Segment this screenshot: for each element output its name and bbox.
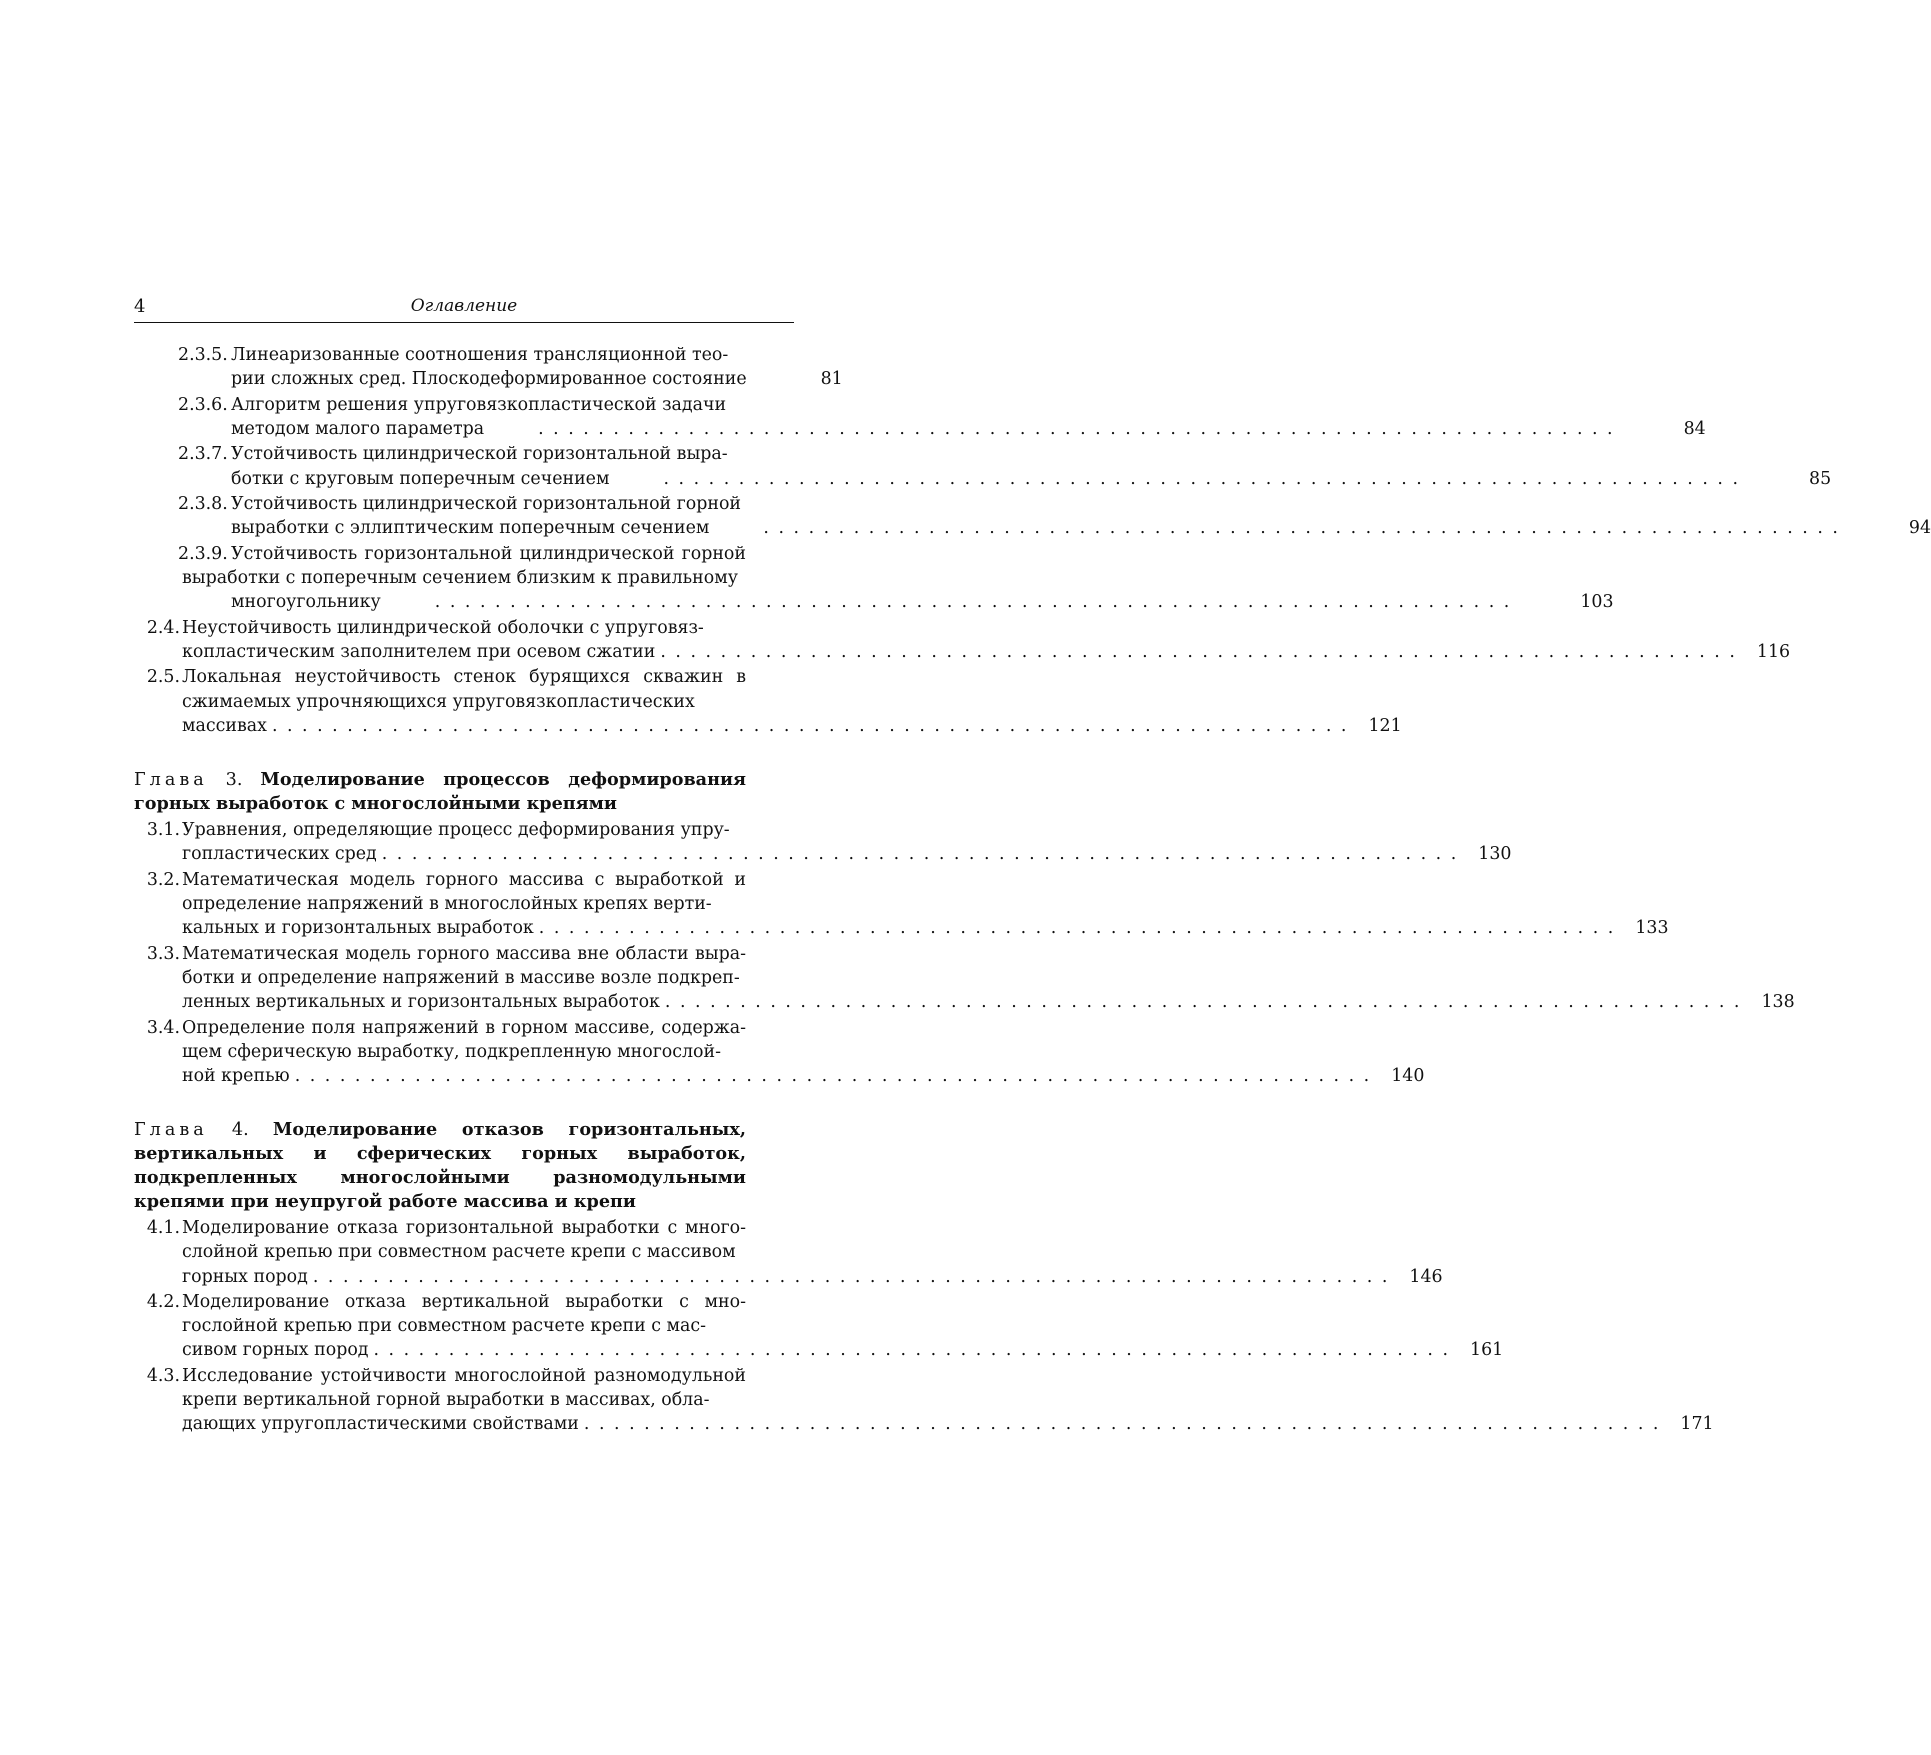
chapter-number: 4. [231, 1120, 249, 1141]
entry-line: определение напряжений в многослойных крепях верти- [182, 893, 712, 914]
entry-text [182, 1364, 1714, 1437]
entry-line-final: гопластических сред [182, 844, 377, 865]
toc-entry[interactable] [134, 1016, 1425, 1089]
entry-line: Моделирование отказа вертикальной выработки с мно- [182, 1292, 746, 1313]
entry-text [182, 442, 1832, 490]
table-of-contents [134, 343, 1931, 1438]
entry-number: 3.1. [146, 820, 180, 841]
entry-line-final: копластическим заполнителем при осевом сжатии [182, 641, 656, 662]
entry-text [182, 1290, 1504, 1363]
entry-last-line [182, 467, 1832, 491]
page-reference: 146 [1409, 1266, 1443, 1287]
entry-line: Устойчивость цилиндрической горизонтальной горной [231, 494, 742, 515]
entry-line-final: горных пород [182, 1266, 308, 1287]
page-reference: 171 [1680, 1414, 1714, 1435]
entry-line: Локальная неустойчивость стенок бурящихся скважин [182, 667, 724, 688]
entry-number: 4.3. [146, 1365, 180, 1386]
chapter-title: Моделирование отказов горизонтальных, вертикальных и сферических горных выработок, подкрепленных многослойными разномодульными крепями при неупругой работе массива и крепи [134, 1119, 747, 1213]
toc-entry[interactable] [134, 665, 1402, 738]
entry-line-final: ботки с круговым поперечным сечением [231, 468, 610, 489]
page-reference: 94 [1908, 518, 1931, 539]
entry-text [182, 942, 1795, 1015]
page-reference: 85 [1809, 468, 1832, 489]
chapter-heading [134, 1118, 794, 1214]
entry-number: 2.4. [146, 617, 180, 638]
entry-number: 4.2. [146, 1292, 180, 1313]
page-reference: 161 [1470, 1340, 1504, 1361]
dot-leader: . . . . . . . . . . . . . . . . . . . . . . . . . . . . . . . . . . . . . . . . . . . . . . . . . . . . . . . . . . . . . . . . . . . . . . . . [583, 1414, 1661, 1435]
entry-line: Математическая модель горного массива вне области выра- [182, 943, 746, 964]
running-title: Оглавление [410, 296, 518, 316]
entry-line: Устойчивость цилиндрической горизонтальной выра- [231, 444, 728, 465]
entry-line-final: выработки с эллиптическим поперечным сечением [231, 518, 710, 539]
dot-leader: . . . . . . . . . . . . . . . . . . . . . . . . . . . . . . . . . . . . . . . . . . . . . . . . . . . . . . . . . . . . . . . . . . . . . . . . [373, 1340, 1451, 1361]
entry-last-line [182, 590, 1614, 614]
dot-leader: . . . . . . . . . . . . . . . . . . . . . . . . . . . . . . . . . . . . . . . . . . . . . . . . . . . . . . . . . . . . . . . . . . . . . . . . [664, 992, 1742, 1013]
page-reference: 84 [1683, 418, 1706, 439]
dot-leader: . . . . . . . . . . . . . . . . . . . . . . . . . . . . . . . . . . . . . . . . . . . . . . . . . . . . . . . . . . . . . . . . . . . . . . . . [434, 592, 1512, 613]
entry-line: выработки с поперечным сечением близким к правильному [182, 568, 738, 589]
page-header [134, 296, 794, 323]
dot-leader: . . . . . . . . . . . . . . . . . . . . . . . . . . . . . . . . . . . . . . . . . . . . . . . . . . . . . . . . . . . . . . . . . . . . . . . . [271, 715, 1349, 736]
entry-last-line [182, 1412, 1714, 1436]
entry-text [182, 542, 1614, 615]
entry-number: 2.3.7. [178, 444, 228, 465]
entry-text [182, 868, 1669, 941]
entry-number: 2.3.6. [178, 394, 228, 415]
entry-last-line [182, 417, 1706, 441]
dot-leader: . . . . . . . . . . . . . . . . . . . . . . . . . . . . . . . . . . . . . . . . . . . . . . . . . . . . . . . . . . . . . . . . . . . . . . . . [538, 918, 1616, 939]
entry-text [182, 616, 1791, 664]
entry-line-final: сивом горных пород [182, 1340, 369, 1361]
toc-entry[interactable] [134, 1290, 1504, 1363]
toc-entry[interactable] [134, 492, 1931, 540]
toc-entry[interactable] [134, 393, 1706, 441]
toc-entry[interactable] [134, 616, 1791, 664]
dot-leader: . . . . . . . . . . . . . . . . . . . . . . . . . . . . . . . . . . . . . . . . . . . . . . . . . . . . . . . . . . . . . . . . . . . . . . . . [538, 418, 1615, 439]
entry-number: 2.5. [146, 667, 180, 688]
entry-last-line [182, 1338, 1504, 1362]
entry-text [182, 343, 843, 391]
page-reference: 130 [1478, 844, 1512, 865]
toc-entry[interactable] [134, 542, 1614, 615]
entry-number: 4.1. [146, 1218, 180, 1239]
entry-text [182, 665, 1402, 738]
entry-last-line [182, 640, 1791, 664]
toc-entry[interactable] [134, 343, 843, 391]
entry-line: щем сферическую выработку, подкрепленную многослой- [182, 1041, 721, 1062]
entry-line: гослойной крепью при совместном расчете крепи с мас- [182, 1316, 707, 1337]
page-reference: 121 [1368, 715, 1402, 736]
entry-last-line [182, 516, 1931, 540]
entry-line: Неустойчивость цилиндрической оболочки с упруговяз- [182, 617, 704, 638]
page-reference: 103 [1580, 592, 1614, 613]
toc-entry[interactable] [134, 1364, 1714, 1437]
toc-entry[interactable] [134, 868, 1669, 941]
entry-text [182, 393, 1706, 441]
entry-last-line [182, 916, 1669, 940]
entry-text [182, 1016, 1425, 1089]
page-reference: 140 [1391, 1065, 1425, 1086]
entry-line: Математическая модель горного массива с выработкой и [182, 869, 746, 890]
entry-number: 3.4. [146, 1017, 180, 1038]
entry-text [182, 818, 1512, 866]
entry-line: ботки и определение напряжений в массиве возле подкреп- [182, 967, 740, 988]
entry-number: 2.3.8. [178, 494, 228, 515]
page-reference: 81 [820, 369, 843, 390]
entry-line-final: кальных и горизонтальных выработок [182, 918, 534, 939]
entry-line: в сжимаемых упрочняющихся упруговязкопластических [182, 667, 746, 712]
entry-line-final: ной крепью [182, 1065, 290, 1086]
entry-line-final: ленных вертикальных и горизонтальных выработок [182, 992, 660, 1013]
toc-entry[interactable] [134, 442, 1832, 490]
page-reference: 133 [1635, 918, 1669, 939]
dot-leader: . . . . . . . . . . . . . . . . . . . . . . . . . . . . . . . . . . . . . . . . . . . . . . . . . . . . . . . . . . . . . . . . . . . . . . . . [294, 1065, 1372, 1086]
dot-leader: . . . . . . . . . . . . . . . . . . . . . . . . . . . . . . . . . . . . . . . . . . . . . . . . . . . . . . . . . . . . . . . . . . . . . . . . [763, 518, 1840, 539]
entry-line: Уравнения, определяющие процесс деформирования упру- [182, 820, 730, 841]
toc-entry[interactable] [134, 942, 1795, 1015]
entry-line: Линеаризованные соотношения трансляционной тео- [231, 345, 729, 365]
entry-last-line [182, 367, 843, 391]
dot-leader: . . . . . . . . . . . . . . . . . . . . . . . . . . . . . . . . . . . . . . . . . . . . . . . . . . . . . . . . . . . . . . . . . . . . . . . . [663, 468, 1741, 489]
entry-last-line [182, 1064, 1425, 1088]
entry-line-final: многоугольнику [231, 592, 381, 613]
dot-leader: . . . . . . . . . . . . . . . . . . . . . . . . . . . . . . . . . . . . . . . . . . . . . . . . . . . . . . . . . . . . . . . . . . . . . . . . [660, 641, 1737, 662]
entry-line: слойной крепью при совместном расчете крепи с массивом [182, 1242, 736, 1263]
entry-line: Определение поля напряжений в горном массиве, содержа- [182, 1017, 746, 1038]
entry-line: крепи вертикальной горной выработки в массивах, обла- [182, 1390, 710, 1411]
chapter-heading [134, 768, 794, 816]
dot-leader: . . . . . . . . . . . . . . . . . . . . . . . . . . . . . . . . . . . . . . . . . . . . . . . . . . . . . . . . . . . . . . . . . . . . . . . . [312, 1266, 1390, 1287]
entry-line-final: массивах [182, 715, 267, 736]
entry-text [182, 492, 1931, 540]
entry-last-line [182, 990, 1795, 1014]
entry-last-line [182, 1265, 1443, 1289]
entry-line: Исследование устойчивости многослойной разномодульной [182, 1365, 746, 1386]
entry-number: 3.2. [146, 869, 180, 890]
entry-last-line [182, 714, 1402, 738]
entry-line: Моделирование отказа горизонтальной выработки с много- [182, 1218, 746, 1239]
page-reference: 138 [1761, 992, 1795, 1013]
entry-line: Алгоритм решения упруговязкопластической задачи [231, 394, 727, 415]
entry-number: 2.3.9. [178, 543, 228, 564]
page-number: 4 [134, 296, 146, 317]
entry-line-final: методом малого параметра [231, 418, 485, 439]
page-reference: 116 [1756, 641, 1791, 662]
chapter-label: Глава [134, 770, 208, 791]
toc-entry[interactable] [134, 1216, 1443, 1289]
chapter-label: Глава [134, 1120, 208, 1141]
entry-line-final: рии сложных сред. Плоскодеформированное состояние [231, 369, 747, 390]
dot-leader: . . . . . . . . . . . . . . . . . . . . . . . . . . . . . . . . . . . . . . . . . . . . . . . . . . . . . . . . . . . . . . . . . . . . . . . . [381, 844, 1459, 865]
entry-text [182, 1216, 1443, 1289]
entry-number: 2.3.5. [178, 345, 228, 365]
entry-line-final: дающих упругопластическими свойствами [182, 1414, 579, 1435]
chapter-number: 3. [225, 770, 243, 791]
entry-line: Устойчивость горизонтальной цилиндрической горной [231, 543, 746, 564]
entry-number: 3.3. [146, 943, 180, 964]
toc-entry[interactable] [134, 818, 1512, 866]
entry-last-line [182, 842, 1512, 866]
chapter-title: Моделирование процессов деформирования горных выработок с многослойными крепями [134, 769, 746, 815]
